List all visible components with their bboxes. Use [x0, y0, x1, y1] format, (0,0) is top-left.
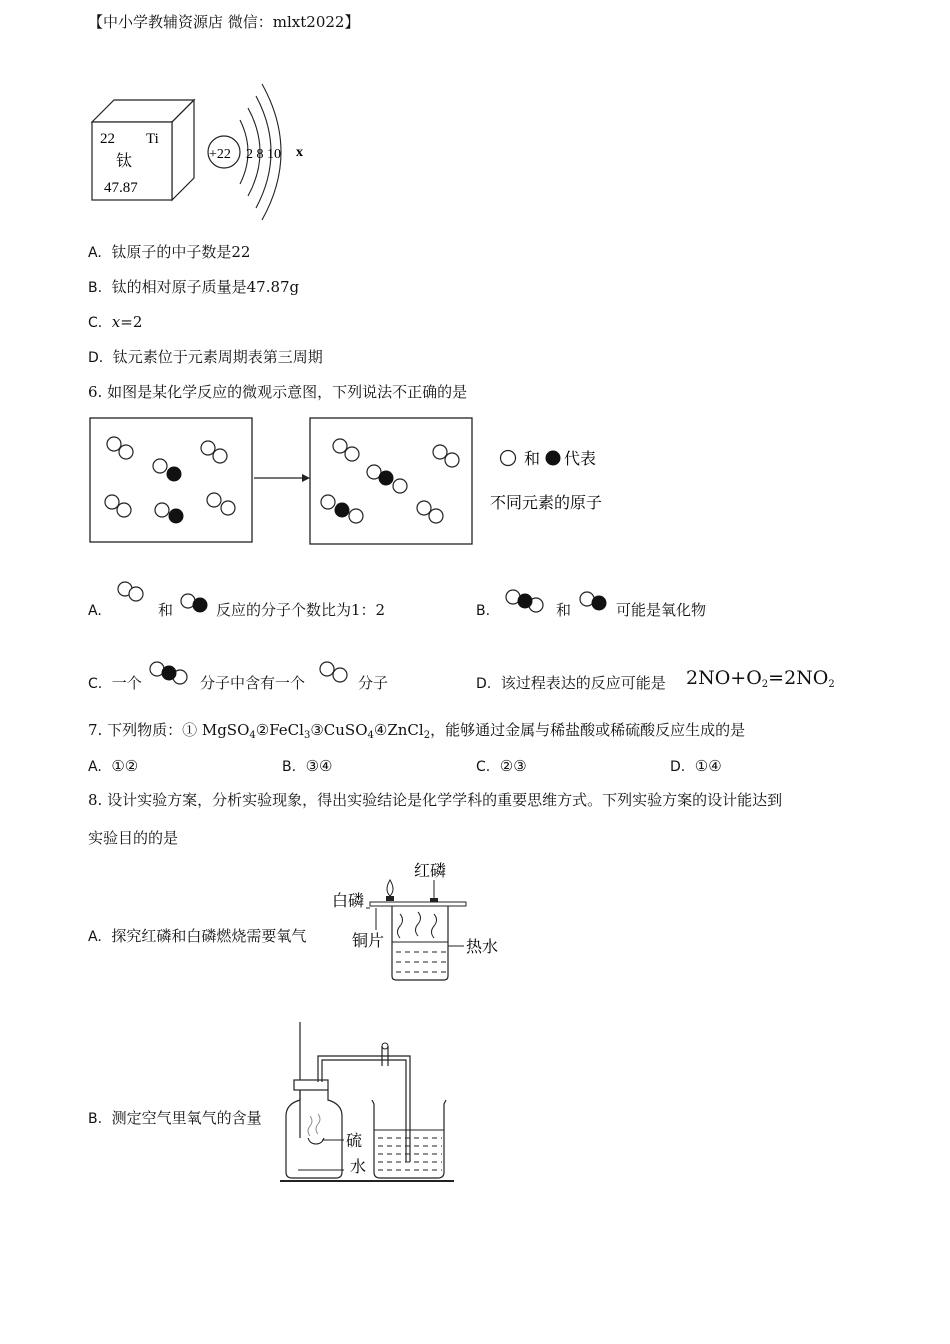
black-atom: [167, 467, 182, 482]
flame-icon: [387, 880, 393, 896]
ti-number: 22: [100, 131, 115, 147]
co-molecule-icon-b: [578, 590, 612, 612]
legend-black-atom: [546, 451, 561, 466]
q6-b-text: 可能是氧化物: [616, 601, 707, 619]
water-beaker: [372, 1100, 446, 1178]
label-hot-water: 热水: [466, 937, 499, 956]
cube-top: [92, 100, 194, 122]
shell-electrons: 2 8 10: [246, 147, 281, 162]
q6-c-post: 分子: [358, 674, 389, 692]
co-molecule-icon: [178, 592, 212, 614]
q7-option-b: B. ③④: [282, 757, 333, 775]
ti-mass: 47.87: [104, 180, 138, 196]
ti-symbol: Ti: [146, 131, 159, 147]
q8-stem-line2: 实验目的的是: [88, 829, 179, 847]
phosphorus-experiment-figure: [330, 858, 510, 983]
header-watermark: 【中小学教辅资源店 微信：mlxt2022】: [88, 13, 360, 31]
cube-side: [172, 100, 194, 200]
no2-molecule-icon-c: [148, 660, 196, 686]
ti-name: 钛: [116, 151, 133, 170]
copper-plate: [370, 902, 466, 906]
q6-a-text: 反应的分子个数比为1：2: [216, 601, 386, 619]
q6-c-mid: 分子中含有一个: [200, 674, 306, 692]
q6-d-equation: $2NO+O_2=2NO_2$: [686, 667, 835, 690]
o2-molecule-icon: [116, 580, 148, 602]
label-sulfur: 硫: [346, 1131, 363, 1150]
titanium-figure: [88, 80, 328, 210]
oxygen-measurement-figure: [278, 1020, 458, 1185]
svg-text:不同元素的原子: 不同元素的原子: [490, 493, 603, 512]
legend-white-atom: [501, 451, 516, 466]
q7-option-d: D. ①④: [670, 757, 722, 775]
q6-stem: 6. 如图是某化学反应的微观示意图，下列说法不正确的是: [88, 383, 468, 401]
q5-option-d: D. 钛元素位于元素周期表第三周期: [88, 348, 323, 366]
stopper: [294, 1080, 328, 1090]
q8-option-b: B. 测定空气里氧气的含量: [88, 1109, 262, 1127]
q6-a-and: 和: [158, 601, 174, 619]
q6-option-d: D. 该过程表达的反应可能是: [476, 674, 666, 692]
label-red-phosphorus: 红磷: [414, 861, 447, 880]
q6-b-and: 和: [556, 601, 572, 619]
gas-bottle: [286, 1090, 342, 1178]
o2-molecule-icon-c: [318, 660, 354, 684]
label-white-phosphorus: 白磷: [332, 891, 365, 910]
black-atom: [169, 509, 184, 524]
nucleus-charge: +22: [209, 147, 231, 162]
q5-option-b: B. 钛的相对原子质量是47.87g: [88, 278, 300, 296]
q7-option-a: A. ①②: [88, 757, 139, 775]
q7-option-c: C. ②③: [476, 757, 527, 775]
q8-option-a: A. 探究红磷和白磷燃烧需要氧气: [88, 927, 307, 945]
q5-option-c: C. x=2: [88, 313, 143, 331]
q5-option-a: A. 钛原子的中子数是22: [88, 243, 251, 261]
q7-stem: 7. 下列物质：① MgSO$_4$②FeCl$_3$③CuSO$_4$④ZnCl$_2$，能够通过金属与稀盐酸或稀硫酸反应生成的是: [88, 721, 746, 741]
q6-reaction-diagram: [88, 416, 648, 548]
label-water: 水: [350, 1157, 367, 1176]
svg-text:代表: 代表: [564, 449, 597, 468]
label-copper: 铜片: [352, 931, 385, 950]
no2-molecule-icon: [504, 588, 552, 614]
svg-text:和: 和: [524, 449, 541, 468]
last-shell-x: x: [296, 145, 303, 160]
q6-option-b: B.: [476, 603, 491, 619]
q6-option-a: A.: [88, 603, 102, 619]
q8-stem-line1: 8. 设计实验方案，分析实验现象，得出实验结论是化学学科的重要思维方式。下列实验方案的设计能达到: [88, 791, 783, 809]
q6-option-c: C. 一个: [88, 674, 142, 692]
